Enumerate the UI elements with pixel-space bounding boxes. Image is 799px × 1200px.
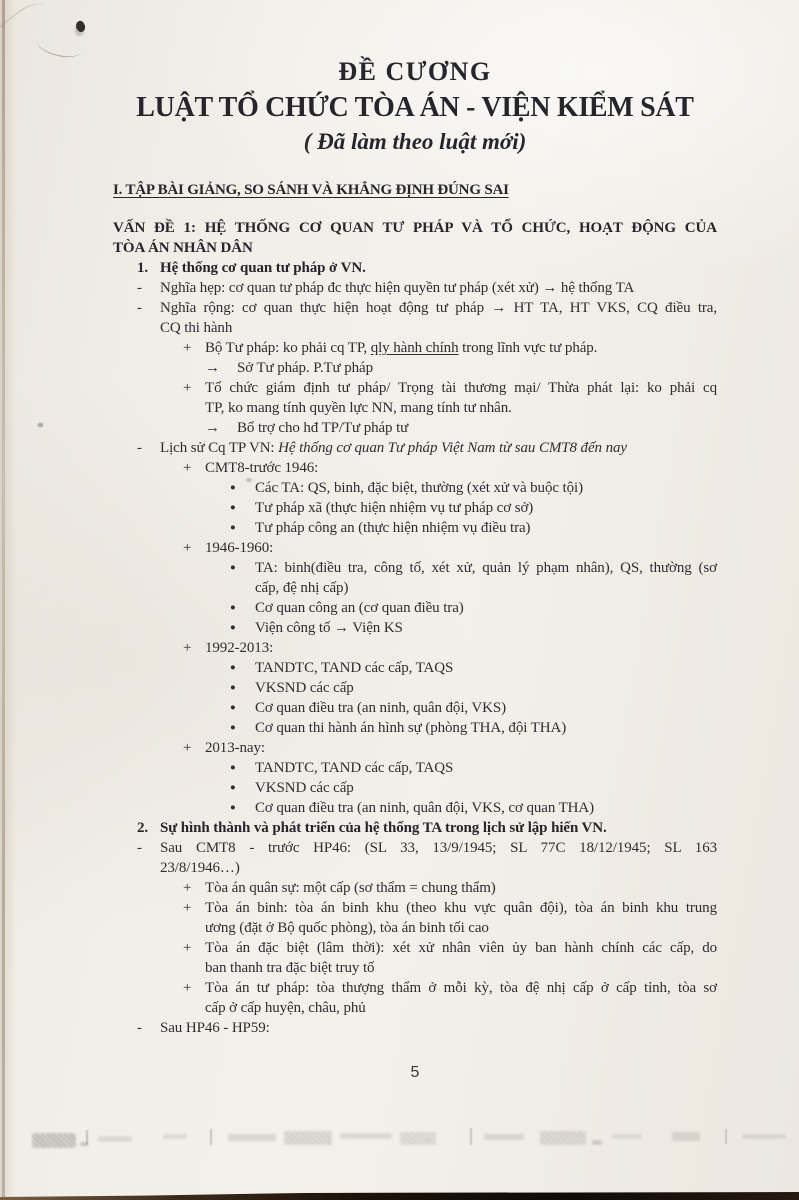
outline-text [255,698,717,718]
text-line: Tòa án binh: tòa án binh khu (theo khu vực quân đội), tòa án binh khu trung [205,900,717,916]
outline-item [113,518,717,538]
text-line: CQ thi hành [160,320,233,336]
text-segment: 2013-nay: [205,740,265,756]
text-line: Tòa án tư pháp: tòa thượng thẩm ở mỗi kỳ, tòa đệ nhị cấp ở cấp tỉnh, tòa sơ [205,980,717,996]
outline-item [113,438,717,458]
text-segment: trong lĩnh vực tư pháp. [458,340,598,356]
text-segment: Cơ quan công an (cơ quan điều tra) [255,600,464,616]
outline-text [255,518,717,538]
bleedthrough-smudge [98,1136,132,1142]
outline-item [113,798,717,818]
list-marker-bullet: ● [230,663,236,673]
scan-bottom-edge [0,1192,799,1200]
outline-item [113,1018,717,1038]
outline-item [113,718,717,738]
list-marker-bullet: ● [230,563,236,573]
doc-title-line2: LUẬT TỔ CHỨC TÒA ÁN - VIỆN KIỂM SÁT [136,92,694,123]
outline-item [113,698,717,718]
outline-item [113,638,717,658]
outline-text [160,1018,717,1038]
text-segment: Tư pháp công an (thực hiện nhiệm vụ điều tra) [255,520,531,536]
outline-item [113,338,717,358]
list-marker-plus: + [183,900,192,916]
outline-text [255,618,717,638]
list-marker-plus: + [183,980,192,996]
outline-text [255,658,717,678]
outline-text [205,898,717,938]
list-marker-bullet: ● [230,803,236,813]
outline-text [160,838,717,878]
part-heading: I. TẬP BÀI GIẢNG, SO SÁNH VÀ KHẲNG ĐỊNH ĐÚNG SAI [113,182,509,198]
outline-item [113,978,717,1018]
text-segment: qly hành chính [370,340,459,356]
list-marker-arrow: → [205,360,219,376]
list-marker-dash: - [137,440,142,456]
list-marker-plus: + [183,380,192,396]
list-marker-plus: + [183,460,192,476]
text-line: Tổ chức giám định tư pháp/ Trọng tài thương mại/ Thừa phát lại: ko phải cq [205,380,717,396]
outline-item [113,538,717,558]
text-segment: Cơ quan điều tra (an ninh, quân đội, VKS) [255,700,507,716]
outline-text [160,278,717,298]
list-marker-bullet: ● [230,603,236,613]
outline-text [255,598,717,618]
text-segment: Sự hình thành và phát triển của hệ thống TA trong lịch sử lập hiến VN. [160,820,607,836]
outline-text [205,738,717,758]
bleedthrough-bar [725,1129,727,1144]
text-segment: Sở Tư pháp. P.Tư pháp [237,360,373,376]
bleedthrough-smudge [540,1131,586,1145]
outline-item [113,378,717,418]
outline-text [160,298,717,338]
list-marker-plus: + [183,880,192,896]
doc-subtitle: ( Đã làm theo luật mới) [303,129,527,154]
bleedthrough-smudge [612,1134,642,1139]
outline-item [113,618,717,638]
text-line: TÒA ÁN NHÂN DÂN [113,240,253,256]
text-segment: Bộ Tư pháp: ko phải cq TP, [205,340,371,356]
bleedthrough-smudge [284,1131,332,1145]
problem-heading [113,218,717,258]
text-line: VẤN ĐỀ 1: HỆ THỐNG CƠ QUAN TƯ PHÁP VÀ TỔ CHỨC, HOẠT ĐỘNG CỦA [113,220,717,236]
text-segment: Các TA: QS, binh, đặc biệt, thường (xét xử và buộc tội) [255,480,583,496]
outline [113,218,717,1038]
bleedthrough-smudge [484,1134,524,1140]
list-marker-dash: - [137,280,142,296]
outline-text [237,418,717,438]
list-marker-bullet: ● [230,623,236,633]
bleedthrough-smudge [400,1132,436,1145]
list-marker-plus: + [183,640,192,656]
list-marker-plus: + [183,540,192,556]
list-marker-bullet: ● [230,483,236,493]
text-segment: Viện công tố → Viện KS [255,620,403,636]
bleedthrough-smudge [32,1133,76,1148]
text-segment: Bổ trợ cho hđ TP/Tư pháp tư [237,420,409,436]
text-segment: VKSND các cấp [255,680,354,696]
outline-item [113,298,717,338]
outline-text [205,538,717,558]
text-segment: 1946-1960: [205,540,274,556]
outline-item [113,358,717,378]
bleedthrough-smudge [592,1140,602,1145]
list-marker-bullet: ● [230,503,236,513]
text-segment: Sau HP46 - HP59: [160,1020,270,1036]
text-segment: Tư pháp xã (thực hiện nhiệm vụ tư pháp cơ sở) [255,500,534,516]
outline-text [255,798,717,818]
text-line: 23/8/1946…) [160,860,240,876]
outline-item [113,258,717,278]
outline-item [113,758,717,778]
list-marker-dash: - [137,840,142,856]
list-marker-arrow: → [205,420,219,436]
outline-item [113,838,717,878]
text-segment: TANDTC, TAND các cấp, TAQS [255,660,454,676]
outline-text [255,498,717,518]
outline-text [205,978,717,1018]
list-marker-bullet: ● [230,783,236,793]
outline-item [113,498,717,518]
bleedthrough-bar [210,1129,212,1145]
outline-text [205,878,717,898]
text-segment: TANDTC, TAND các cấp, TAQS [255,760,454,776]
list-marker-dash: - [137,1020,142,1036]
outline-item [113,778,717,798]
outline-item [113,658,717,678]
text-line: Nghĩa rộng: cơ quan thực hiện hoạt động tư pháp → HT TA, HT VKS, CQ điều tra, [160,300,717,316]
outline-text [113,218,717,258]
outline-item [113,818,717,838]
text-line: Tòa án đặc biệt (lâm thời): xét xử nhân viên ủy ban hành chính các cấp, do [205,940,717,956]
outline-text [237,358,717,378]
outline-item [113,278,717,298]
bleedthrough-smudge [163,1134,187,1139]
outline-text [160,438,717,458]
text-line: Sau CMT8 - trước HP46: (SL 33, 13/9/1945; SL 77C 18/12/1945; SL 163 [160,840,717,856]
text-segment: CMT8-trước 1946: [205,460,319,476]
outline-text [255,778,717,798]
text-segment: Cơ quan điều tra (an ninh, quân đội, VKS, cơ quan THA) [255,800,595,816]
text-segment: 1992-2013: [205,640,274,656]
text-line: TA: binh(điều tra, công tố, xét xử, quản lý phạm nhân), QS, thường (sơ [255,560,717,576]
outline-text [205,938,717,978]
text-line: cấp, đệ nhị cấp) [255,580,349,596]
text-segment: Cơ quan thi hành án hình sự (phòng THA, đội THA) [255,720,567,736]
text-segment: Hệ thống cơ quan tư pháp ở VN. [160,260,366,276]
list-marker-plus: + [183,740,192,756]
outline-text [255,758,717,778]
list-marker-bullet: ● [230,763,236,773]
text-line: TP, ko mang tính quyền lực NN, mang tính tư nhân. [205,400,512,416]
title-block [113,0,717,157]
outline-item [113,558,717,598]
bleedthrough-bar [470,1128,472,1145]
outline-item [113,898,717,938]
list-marker-dash: - [137,300,142,316]
outline-text [205,378,717,418]
outline-text [205,338,717,358]
text-line: cấp ở cấp huyện, châu, phủ [205,1000,366,1016]
outline-text [255,678,717,698]
outline-item [113,418,717,438]
bleedthrough-artifacts [0,1126,799,1158]
list-marker-plus: + [183,940,192,956]
text-line: ban thanh tra đặc biệt truy tố [205,960,375,976]
text-line: ương (đặt ở Bộ quốc phòng), tòa án binh tối cao [205,920,489,936]
outline-text [255,718,717,738]
page-number: 5 [410,1064,420,1081]
outline-item [113,738,717,758]
bleedthrough-smudge [672,1132,700,1141]
text-segment: VKSND các cấp [255,780,354,796]
outline-text [205,638,717,658]
bleedthrough-smudge [340,1133,392,1139]
list-marker-num: 2. [137,820,149,836]
text-segment: Hệ thống cơ quan Tư pháp Việt Nam từ sau CMT8 đến nay [278,440,627,456]
text-segment: Nghĩa hẹp: cơ quan tư pháp đc thực hiện quyền tư pháp (xét xử) → hệ thống TA [160,280,635,296]
outline-text [255,558,717,598]
outline-item [113,598,717,618]
outline-item [113,478,717,498]
outline-text [255,478,717,498]
outline-item [113,878,717,898]
outline-text [205,458,717,478]
bleedthrough-smudge [228,1134,276,1141]
text-segment: Lịch sử Cq TP VN: [160,440,279,456]
doc-title-line1: ĐỀ CƯƠNG [338,57,492,86]
list-marker-num: 1. [137,260,149,276]
outline-item [113,938,717,978]
list-marker-plus: + [183,340,192,356]
list-marker-bullet: ● [230,723,236,733]
outline-item [113,678,717,698]
list-marker-bullet: ● [230,703,236,713]
text-segment: Tòa án quân sự: một cấp (sơ thẩm = chung thẩm) [205,880,496,896]
outline-item [113,458,717,478]
list-marker-bullet: ● [230,683,236,693]
bleedthrough-bar [86,1130,88,1145]
outline-text [160,258,717,278]
list-marker-bullet: ● [230,523,236,533]
bleedthrough-smudge [742,1134,786,1139]
outline-text [160,818,717,838]
